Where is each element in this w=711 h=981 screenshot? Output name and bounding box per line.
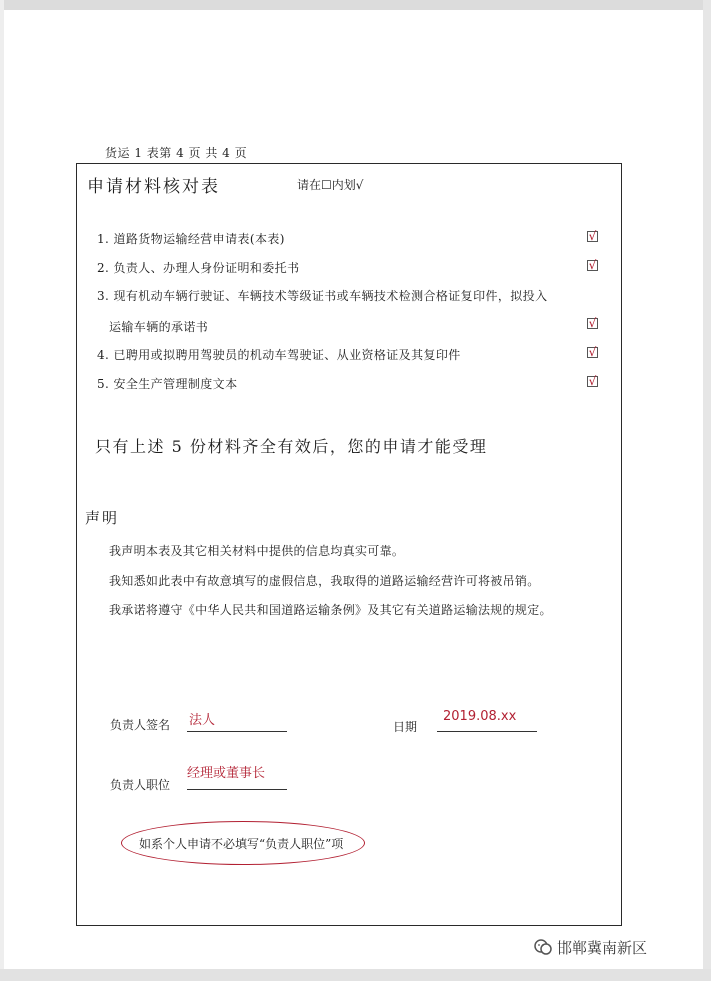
checkbox-item-5[interactable]: √	[588, 374, 597, 388]
checklist-item-3-continuation: 运输车辆的承诺书	[109, 320, 209, 334]
form-title: 申请材料核对表	[87, 177, 220, 197]
checkbox-item-1[interactable]: √	[588, 229, 597, 243]
scan-edge-top	[0, 0, 711, 10]
checklist-item-1: 1. 道路货物运输经营申请表(本表)	[97, 232, 285, 246]
wechat-icon	[533, 937, 553, 957]
date-handwritten-value[interactable]: 2019.08.xx	[443, 709, 517, 724]
signer-label: 负责人签名	[110, 718, 171, 732]
checklist-item-4: 4. 已聘用或拟聘用驾驶员的机动车驾驶证、从业资格证及其复印件	[97, 348, 461, 362]
account-watermark: 邯郸冀南新区	[557, 939, 648, 957]
checkbox-item-2[interactable]: √	[588, 258, 597, 272]
checklist-item-2: 2. 负责人、办理人身份证明和委托书	[97, 261, 300, 275]
checkbox-item-4[interactable]: √	[588, 345, 597, 359]
position-label: 负责人职位	[110, 778, 171, 792]
checklist-item-3: 3. 现有机动车辆行驶证、车辆技术等级证书或车辆技术检测合格证复印件，拟投入	[97, 289, 548, 303]
check-instruction: 请在☐内划√	[297, 178, 364, 192]
checkbox-item-3[interactable]: √	[588, 316, 597, 330]
declaration-heading: 声明	[85, 509, 120, 527]
declaration-line-3: 我承诺将遵守《中华人民共和国道路运输条例》及其它有关道路运输法规的规定。	[109, 603, 552, 617]
scan-edge-left	[0, 0, 4, 981]
completeness-notice: 只有上述 5 份材料齐全有效后，您的申请才能受理	[95, 437, 488, 456]
position-handwritten-value[interactable]: 经理或董事长	[187, 766, 266, 781]
declaration-line-1: 我声明本表及其它相关材料中提供的信息均真实可靠。	[109, 544, 405, 558]
checklist-item-5: 5. 安全生产管理制度文本	[97, 377, 238, 391]
position-underline	[187, 789, 287, 790]
checklist-form	[76, 163, 622, 926]
date-label: 日期	[393, 720, 418, 734]
page-number-note: 货运 1 表第 4 页 共 4 页	[105, 146, 248, 160]
scan-edge-right	[703, 0, 711, 981]
scan-edge-bottom	[0, 969, 711, 981]
declaration-line-2: 我知悉如此表中有故意填写的虚假信息，我取得的道路运输经营许可将被吊销。	[109, 574, 540, 588]
signer-handwritten-value[interactable]: 法人	[189, 713, 216, 728]
date-underline	[437, 731, 537, 732]
individual-applicant-note: 如系个人申请不必填写“负责人职位”项	[139, 837, 344, 851]
signer-underline	[187, 731, 287, 732]
